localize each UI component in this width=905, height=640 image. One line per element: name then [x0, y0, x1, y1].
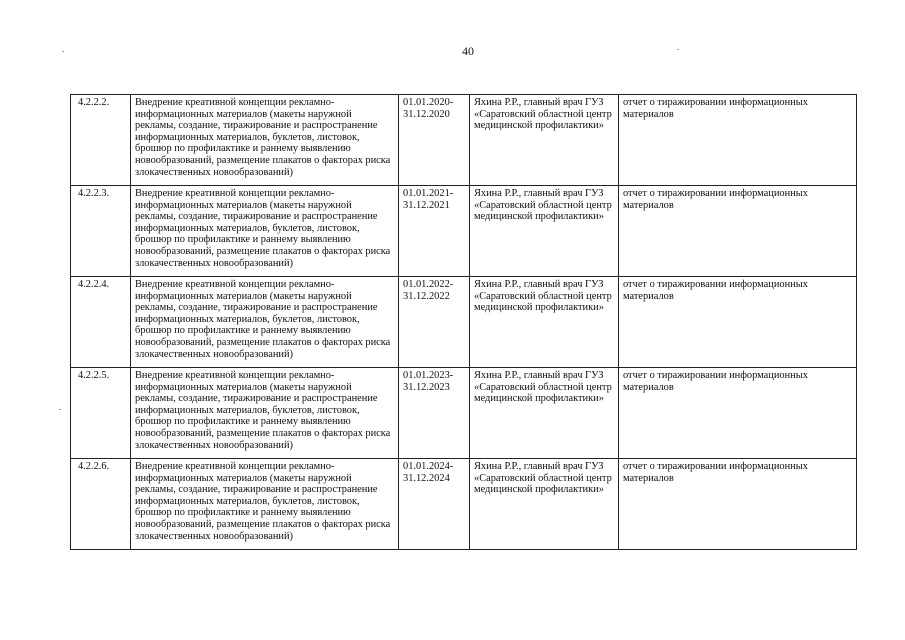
item-number: 4.2.2.2. [71, 95, 131, 186]
period-start: 01.01.2024- [403, 461, 454, 472]
period-end: 31.12.2021 [403, 199, 450, 211]
responsible-executor: Яхина Р.Р., главный врач ГУЗ «Саратовский областной центр медицинской профилактики» [470, 277, 619, 368]
plan-table [70, 94, 857, 550]
responsible-executor: Яхина Р.Р., главный врач ГУЗ «Саратовский областной центр медицинской профилактики» [470, 186, 619, 277]
result-report: отчет о тиражировании информационных материалов [619, 186, 857, 277]
item-number: 4.2.2.5. [71, 368, 131, 459]
scan-speck [62, 51, 64, 52]
responsible-executor: Яхина Р.Р., главный врач ГУЗ «Саратовский областной центр медицинской профилактики» [470, 95, 619, 186]
result-report: отчет о тиражировании информационных материалов [619, 459, 857, 550]
period-cell [399, 186, 470, 277]
period-cell [399, 459, 470, 550]
page-number: 40 [462, 44, 474, 58]
result-report: отчет о тиражировании информационных материалов [619, 277, 857, 368]
responsible-executor: Яхина Р.Р., главный врач ГУЗ «Саратовский областной центр медицинской профилактики» [470, 368, 619, 459]
table-row [71, 368, 857, 459]
activity-description: Внедрение креативной концепции рекламно-информационных материалов (макеты наружной рекламы, создание, тиражирование и распространение информационных материалов, буклетов, листовок, брошюр по профилактике и раннему выявлению новообразований, размещение плакатов о факторах риска злокачественных новообразований) [131, 368, 399, 459]
result-report: отчет о тиражировании информационных материалов [619, 95, 857, 186]
period-end: 31.12.2020 [403, 108, 450, 120]
scan-speck [677, 49, 679, 50]
period-start: 01.01.2021- [403, 188, 454, 199]
table-row [71, 277, 857, 368]
period-end: 31.12.2024 [403, 472, 450, 484]
period-cell [399, 277, 470, 368]
item-number: 4.2.2.4. [71, 277, 131, 368]
period-start: 01.01.2022- [403, 279, 454, 290]
period-cell [399, 368, 470, 459]
table-row [71, 186, 857, 277]
scan-speck [59, 409, 61, 410]
responsible-executor: Яхина Р.Р., главный врач ГУЗ «Саратовский областной центр медицинской профилактики» [470, 459, 619, 550]
period-start: 01.01.2020- [403, 97, 454, 108]
period-end: 31.12.2022 [403, 290, 450, 302]
activity-description: Внедрение креативной концепции рекламно-информационных материалов (макеты наружной рекламы, создание, тиражирование и распространение информационных материалов, буклетов, листовок, брошюр по профилактике и раннему выявлению новообразований, размещение плакатов о факторах риска злокачественных новообразований) [131, 95, 399, 186]
period-end: 31.12.2023 [403, 381, 450, 393]
table-row [71, 459, 857, 550]
activity-description: Внедрение креативной концепции рекламно-информационных материалов (макеты наружной рекламы, создание, тиражирование и распространение информационных материалов, буклетов, листовок, брошюр по профилактике и раннему выявлению новообразований, размещение плакатов о факторах риска злокачественных новообразований) [131, 459, 399, 550]
table-body [71, 95, 857, 550]
period-cell [399, 95, 470, 186]
period-start: 01.01.2023- [403, 370, 454, 381]
result-report: отчет о тиражировании информационных материалов [619, 368, 857, 459]
item-number: 4.2.2.6. [71, 459, 131, 550]
activity-description: Внедрение креативной концепции рекламно-информационных материалов (макеты наружной рекламы, создание, тиражирование и распространение информационных материалов, буклетов, листовок, брошюр по профилактике и раннему выявлению новообразований, размещение плакатов о факторах риска злокачественных новообразований) [131, 277, 399, 368]
activity-description: Внедрение креативной концепции рекламно-информационных материалов (макеты наружной рекламы, создание, тиражирование и распространение информационных материалов, буклетов, листовок, брошюр по профилактике и раннему выявлению новообразований, размещение плакатов о факторах риска злокачественных новообразований) [131, 186, 399, 277]
item-number: 4.2.2.3. [71, 186, 131, 277]
table-row [71, 95, 857, 186]
